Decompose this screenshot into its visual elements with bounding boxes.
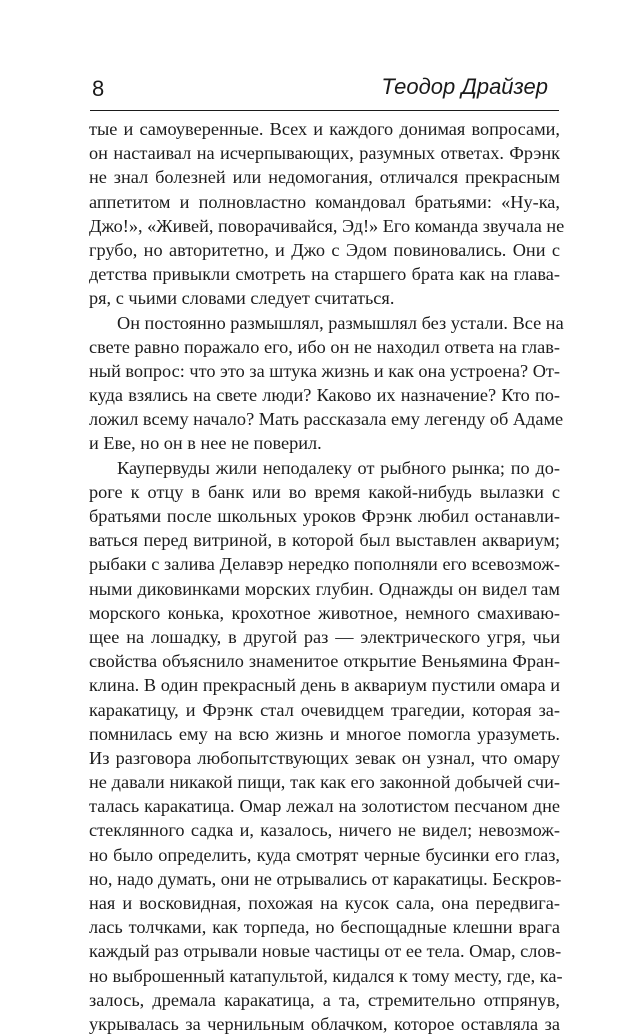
text-line: стеклянного садка и, казалось, ничего не видел; невозмож- <box>89 820 560 841</box>
text-line: щее на лошадку, в другой раз — электрического угря, чьи <box>89 626 560 647</box>
text-line: свете равно поражало его, ибо он не находил ответа на глав- <box>89 336 560 357</box>
text-line: клина. В один прекрасный день в аквариум пустили омара и <box>89 675 560 696</box>
text-line: ная и восковидная, похожая на кусок сала, она передвига- <box>89 893 560 913</box>
text-line: грубо, но авторитетно, и Джо с Эдом повиновались. Они с <box>89 239 560 260</box>
text-line: аппетитом и полновластно командовал братьями: «Ну-ка, <box>89 191 560 212</box>
text-line: Из разговора любопытствующих зевак он узнал, что омару <box>89 747 560 768</box>
text-line: каждый раз отрывали новые частицы от ее тела. Омар, слов- <box>89 941 562 962</box>
text-line: рыбаки с залива Делавэр нередко пополняли его всевозмож- <box>89 554 560 575</box>
text-line: ными диковинками морских глубин. Однажды он видел там <box>89 578 560 599</box>
text-line: лась толчками, как торпеда, но беспощадные клешни врага <box>89 917 560 938</box>
text-line: каракатицу, и Фрэнк стал очевидцем трагедии, которая за- <box>89 699 560 720</box>
body-text <box>89 117 565 1036</box>
text-line: залось, дремала каракатица, а та, стремительно отпрянув, <box>89 989 560 1010</box>
text-line: свойства объяснило знаменитое открытие Веньямина Фран- <box>89 651 560 672</box>
text-line: но выброшенный катапультой, кидался к тому месту, где, ка- <box>89 965 563 986</box>
text-line: и Еве, но он в нее не поверил. <box>89 433 322 454</box>
text-line: тые и самоуверенные. Всех и каждого донимая вопросами, <box>89 119 560 139</box>
text-line: братьями после школьных уроков Фрэнк любил останавли- <box>89 506 560 526</box>
text-line: Он постоянно размышлял, размышлял без устали. Все на <box>117 312 564 333</box>
text-line: ря, с чьими словами следует считаться. <box>89 288 395 309</box>
page-number: 8 <box>92 76 105 101</box>
text-line: помнилась ему на всю жизнь и многое помогла уразуметь. <box>89 723 560 744</box>
text-line: не давали никакой пищи, так как его законной добычей счи- <box>89 772 560 793</box>
text-line: он настаивал на исчерпывающих, разумных ответах. Фрэнк <box>89 143 560 164</box>
text-line: ложил всему начало? Мать рассказала ему легенду об Адаме <box>89 409 564 430</box>
text-line: детства привыкли смотреть на старшего брата как на глава- <box>89 264 560 285</box>
running-head-author: Теодор Драйзер <box>381 74 548 99</box>
text-line: но было определить, куда смотрят черные бусинки его глаз, <box>89 844 560 865</box>
header-rule <box>90 110 559 111</box>
text-line: роге к отцу в банк или во время какой-нибудь вылазки с <box>89 481 560 502</box>
text-line: но, надо думать, они не отрывались от каракатицы. Бескров- <box>89 868 562 889</box>
text-line: морского конька, крохотное животное, немного смахиваю- <box>89 602 560 623</box>
text-line: Каупервуды жили неподалеку от рыбного рынка; по до- <box>117 457 560 478</box>
text-line: талась каракатица. Омар лежал на золотистом песчаном дне <box>89 796 560 817</box>
text-line: куда взялись на свете люди? Каково их назначение? Кто по- <box>89 385 560 406</box>
text-line: ный вопрос: что это за штука жизнь и как она устроена? От- <box>89 360 560 381</box>
text-line: укрывалась за чернильным облачком, которое оставляла за <box>89 1013 560 1034</box>
text-line: не знал болезней или недомогания, отличался прекрасным <box>89 167 560 188</box>
text-line: ваться перед витриной, в которой был выставлен аквариум; <box>89 530 560 551</box>
text-line: Джо!», «Живей, поворачивайся, Эд!» Его команда звучала не <box>89 215 565 236</box>
